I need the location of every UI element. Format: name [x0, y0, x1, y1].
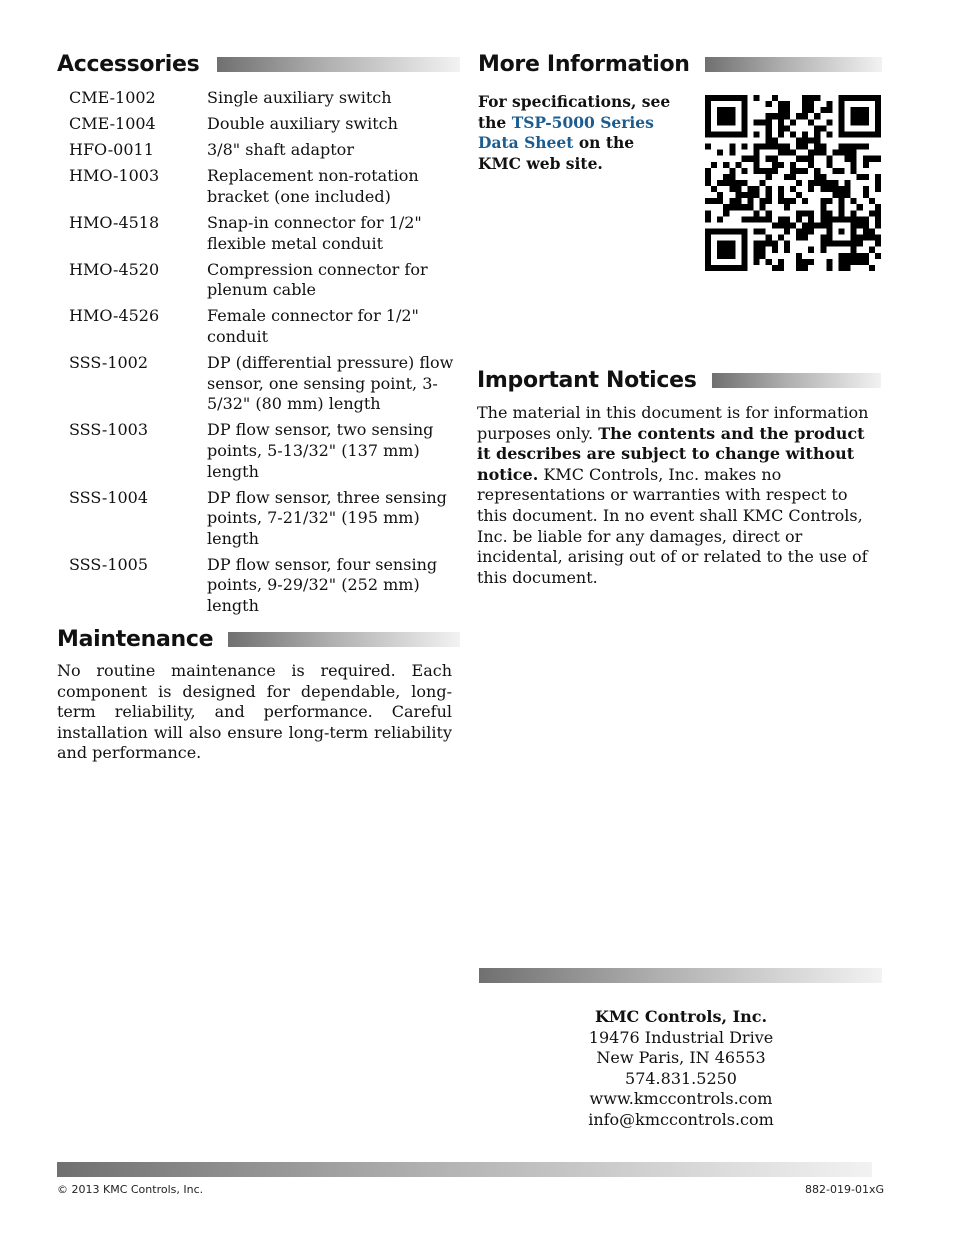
accessory-row — [69, 88, 464, 114]
accessory-row — [69, 555, 464, 622]
accessory-row — [69, 420, 464, 487]
contact-divider — [479, 968, 882, 983]
accessory-code: HMO-4526 — [69, 306, 160, 326]
important-part2: KMC Controls, Inc. makes no representations or warranties with respect to this document. In no event shall KMC Controls, Inc. be liable for any damages, direct or incidental, arising out of or related to the use of this document. — [477, 464, 868, 587]
address-line1: 19476 Industrial Drive — [588, 1027, 774, 1047]
important-text — [477, 403, 882, 588]
footer-divider — [57, 1162, 872, 1177]
more-info-text — [478, 92, 678, 174]
phone-number: 574.831.5250 — [625, 1068, 737, 1088]
important-title: Important Notices — [477, 368, 697, 393]
important-part1: The material in this document is for information purposes only. — [477, 403, 869, 443]
section-divider — [705, 57, 882, 72]
accessory-description: DP flow sensor, four sensing points, 9-29/32" (252 mm) length — [207, 554, 438, 616]
accessory-code: HMO-1003 — [69, 166, 160, 186]
accessories-table — [69, 88, 464, 622]
address-line2: New Paris, IN 46553 — [596, 1048, 766, 1068]
accessory-description: Compression connector for plenum cable — [207, 259, 428, 300]
email-link[interactable]: info@kmccontrols.com — [588, 1109, 774, 1129]
accessory-description: Female connector for 1/2" conduit — [207, 306, 419, 346]
maintenance-title: Maintenance — [57, 627, 214, 652]
accessory-row — [69, 260, 464, 307]
accessory-code: SSS-1003 — [69, 420, 149, 440]
accessory-description: DP (differential pressure) flow sensor, one sensing point, 3-5/32" (80 mm) length — [207, 353, 454, 414]
accessory-code: SSS-1004 — [69, 487, 149, 507]
accessory-description: DP flow sensor, three sensing points, 7-21/32" (195 mm) length — [207, 487, 447, 548]
qr-code[interactable] — [705, 95, 881, 271]
accessory-code: CME-1004 — [69, 114, 156, 134]
company-name: KMC Controls, Inc. — [594, 1007, 768, 1026]
accessory-row — [69, 140, 464, 166]
accessory-description: Replacement non-rotation bracket (one included) — [207, 166, 419, 206]
maintenance-text: No routine maintenance is required. Each component is designed for dependable, long-term reliability, and performance. Careful installation will also ensure long-term reliability and performance. — [57, 661, 452, 763]
datasheet-link[interactable]: TSP-5000 Series Data Sheet — [478, 112, 654, 153]
more-info-suffix: on the KMC web site. — [478, 133, 635, 173]
maintenance-header — [57, 627, 460, 652]
accessory-code: SSS-1005 — [69, 554, 149, 574]
more-info-prefix: For specifications, see the — [478, 92, 671, 132]
accessories-title: Accessories — [57, 52, 200, 77]
footer-copyright: © 2013 KMC Controls, Inc. — [57, 1183, 204, 1196]
accessory-code: HFO-0011 — [69, 140, 154, 160]
contact-block — [556, 1007, 806, 1131]
accessory-row — [69, 306, 464, 353]
more-info-title: More Information — [478, 52, 690, 77]
accessory-description: DP flow sensor, two sensing points, 5-13/32" (137 mm) length — [207, 420, 434, 481]
accessory-row — [69, 213, 464, 260]
accessory-description: Snap-in connector for 1/2" flexible metal conduit — [207, 212, 422, 253]
accessory-row — [69, 114, 464, 140]
important-header — [477, 368, 881, 393]
accessory-row — [69, 166, 464, 213]
accessory-description: Single auxiliary switch — [207, 88, 392, 107]
section-divider — [228, 632, 460, 647]
accessory-row — [69, 353, 464, 420]
accessory-code: SSS-1002 — [69, 353, 149, 373]
accessory-row — [69, 488, 464, 555]
important-bold: The contents and the product it describes are subject to change without notice. — [477, 423, 865, 484]
more-info-header — [478, 52, 882, 77]
accessories-header — [57, 52, 460, 77]
accessory-code: CME-1002 — [69, 88, 156, 107]
section-divider — [712, 373, 881, 388]
section-divider — [217, 57, 460, 72]
accessory-code: HMO-4518 — [69, 212, 160, 232]
accessory-description: 3/8" shaft adaptor — [207, 140, 354, 160]
accessory-description: Double auxiliary switch — [207, 114, 398, 134]
website-link[interactable]: www.kmccontrols.com — [589, 1089, 773, 1109]
footer-doc-number: 882-019-01xG — [805, 1183, 884, 1196]
accessory-code: HMO-4520 — [69, 259, 160, 279]
